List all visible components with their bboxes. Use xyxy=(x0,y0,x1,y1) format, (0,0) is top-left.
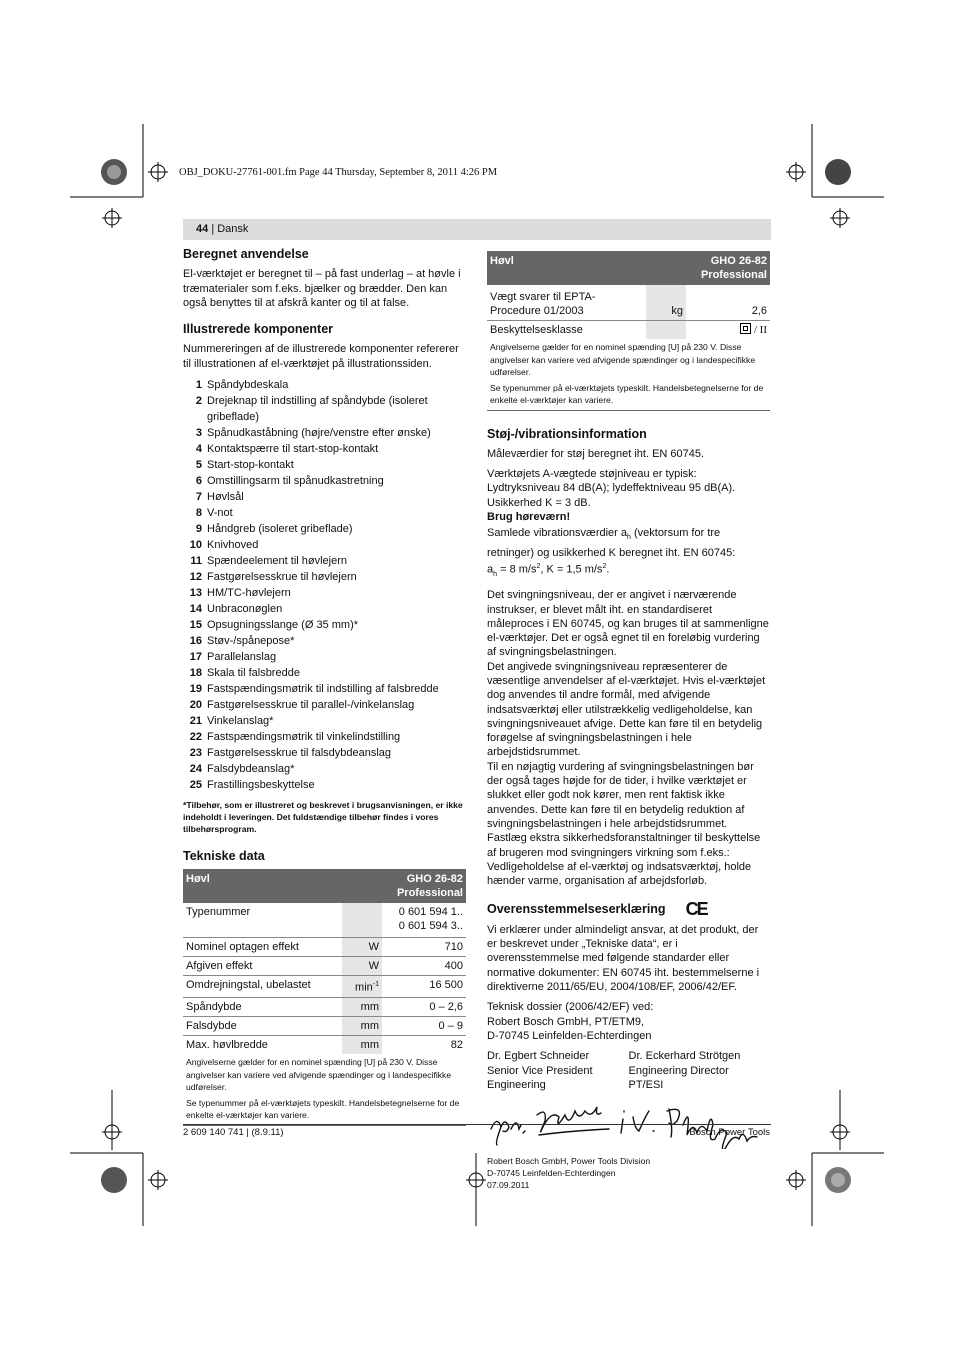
item-number: 13 xyxy=(189,587,202,600)
item-number: 7 xyxy=(195,491,202,504)
table-note: Angivelserne gælder for en nominel spænding [U] på 230 V. Disse angivelser kan variere ved afvigende spændinger og i landespecifikke udførelser. Se typenummer på el-værktøjets typeskilt. Handelsbetegnelserne for de enkelte el-værktøjer kan variere. xyxy=(487,339,770,410)
table-header-model: GHO 26-82 Professional xyxy=(382,869,466,903)
list-item xyxy=(183,537,466,553)
row-unit: kg xyxy=(646,285,686,321)
list-item xyxy=(183,761,466,777)
list-item xyxy=(183,377,466,393)
signatories xyxy=(487,1049,770,1093)
item-number: 4 xyxy=(195,443,202,456)
vibration-text-4: Fastlæg ekstra sikkerhedsforanstaltninger til beskyttelse af brugeren mod svingningers virkning som f.eks.: Vedligeholdelse af el-værktøj og indsatsværktøj, holde hænder varme, organisation af arbejdsforløb. xyxy=(487,832,761,888)
footer-brand: Bosch Power Tools xyxy=(689,1127,770,1138)
item-number: 3 xyxy=(195,427,202,440)
signatory-1: Dr. Egbert Schneider Senior Vice President Engineering xyxy=(487,1050,593,1092)
item-label: Spændeelement til høvlejern xyxy=(207,555,348,568)
row-unit: mm xyxy=(342,1036,382,1055)
row-label: Vægt svarer til EPTA-Procedure 01/2003 xyxy=(487,285,646,321)
item-number: 14 xyxy=(189,603,202,616)
vibration-values: Samlede vibrationsværdier $a_h$ (vektorsum for tre retninger) og usikkerhed K beregnet iht. EN 60745: $a_h = 8$ $m/s^2$, K = 1,5 $m/s^2$. xyxy=(487,527,736,578)
list-item xyxy=(183,697,466,713)
list-item xyxy=(183,649,466,665)
components-intro: Nummereringen af de illustrerede komponenter refererer til illustrationen af el-værktøjet på illustrationssiden. xyxy=(183,343,459,370)
list-item xyxy=(183,729,466,745)
table-row xyxy=(183,1017,466,1036)
section-title-noise-vibration: Støj-/vibrationsinformation xyxy=(487,426,647,441)
row-label: Omdrejningstal, ubelastet xyxy=(183,976,342,998)
table-note: Angivelserne gælder for en nominel spænding [U] på 230 V. Disse angivelser kan variere ved afvigende spændinger og i landespecifikke udførelser. Se typenummer på el-værktøjets typeskilt. Handelsbetegnelserne for de enkelte el-værktøjer kan variere. xyxy=(183,1054,466,1125)
technical-data-table xyxy=(183,869,466,1125)
list-item xyxy=(183,617,466,633)
item-label: Opsugningsslange (Ø 35 mm)* xyxy=(207,619,359,632)
row-unit: mm xyxy=(342,998,382,1017)
item-label: Skala til falsbredde xyxy=(207,667,300,680)
protection-class-icon xyxy=(740,323,751,334)
item-number: 12 xyxy=(189,571,202,584)
item-label: Spånudkaståbning (højre/venstre efter ønske) xyxy=(207,427,431,440)
section-title-components: Illustrerede komponenter xyxy=(183,322,334,337)
item-number: 23 xyxy=(189,747,202,760)
item-number: 22 xyxy=(189,731,202,744)
vibration-text-1: Det svingningsniveau, der er angivet i nærværende instrukser, er blevet målt iht. en standardiseret måleproces i EN 60745, og kan bruges til at sammenligne el-værktøjer. Det er også egnet til en foreløbig vurdering af svingningsbelastningen. xyxy=(487,589,769,659)
row-value: 16 500 xyxy=(382,976,466,998)
item-label: Omstillingsarm til spånudkastretning xyxy=(207,475,384,488)
item-label: Vinkelanslag* xyxy=(207,715,274,728)
left-column xyxy=(183,247,466,1126)
item-label: Frastillingsbeskyttelse xyxy=(207,779,315,792)
company-address: Robert Bosch GmbH, Power Tools Division D-70745 Leinfelden-Echterdingen 07.09.2011 xyxy=(487,1155,651,1190)
row-unit: W xyxy=(342,938,382,957)
table-row xyxy=(183,903,466,938)
noise-text-2: Værktøjets A-vægtede støjniveau er typisk: Lydtryksniveau 84 dB(A); lydeffektniveau 95 dB(A). Usikkerhed K = 3 dB. xyxy=(487,468,736,509)
item-label: Unbraconøglen xyxy=(207,603,283,616)
row-value: 2,6 xyxy=(686,285,770,321)
item-label: Fastgørelsesskrue til høvlejern xyxy=(207,571,357,584)
ce-mark-icon: CE xyxy=(685,899,707,920)
table-header-model: GHO 26-82 Professional xyxy=(686,251,770,285)
vibration-text-2: Det angivede svingningsniveau repræsenterer de væsentlige anvendelser af el-værktøjet. Hvis el-værktøjet dog anvendes til andre formål, med afvigende indsatsværktøj eller utilstrækkelig vedligeholdelse, kan svingningsniveauet afvige. Dette kan føre til en betydelig forøgelse af svingningsbelastningen i hele arbejdstidsrummet. xyxy=(487,660,766,759)
list-item xyxy=(183,601,466,617)
item-number: 25 xyxy=(189,779,202,792)
item-number: 20 xyxy=(189,699,202,712)
row-value: 0 – 2,6 xyxy=(382,998,466,1017)
item-label: Fastgørelsesskrue til falsdybdeanslag xyxy=(207,747,392,760)
table-header-tool: Høvl xyxy=(487,251,646,285)
item-label: Fastspændingsmøtrik til vinkelindstilling xyxy=(207,731,401,744)
row-label: Typenummer xyxy=(183,903,342,938)
table-row xyxy=(487,321,770,340)
list-item xyxy=(183,777,466,793)
list-item xyxy=(183,457,466,473)
row-value: 400 xyxy=(382,957,466,976)
item-number: 15 xyxy=(189,619,202,632)
item-label: Drejeknap til indstilling af spåndybde (isoleret gribeflade) xyxy=(207,395,428,424)
intended-use-text: El-værktøjet er beregnet til – på fast underlag – at høvle i træmaterialer som f.eks. bjælker og brædder. Den kan også benyttes til at afskrå kanter og til at false. xyxy=(183,268,461,309)
item-label: Støv-/spånepose* xyxy=(207,635,295,648)
item-label: Fastspændingsmøtrik til indstilling af falsbredde xyxy=(207,683,439,696)
vibration-text-3: Til en nøjagtig vurdering af svingningsbelastningen bør der også tages højde for de tider, i hvilke værktøjet er slukket eller godt nok kører, men rent faktisk ikke anvendes. Dette kan føre til en betydelig reduktion af svingningsbelastningen i hele arbejdstidsrummet. xyxy=(487,760,754,830)
signatory-2: Dr. Eckerhard Strötgen Engineering Director PT/ESI xyxy=(628,1050,741,1092)
item-number: 8 xyxy=(195,507,202,520)
row-label: Falsdybde xyxy=(183,1017,342,1036)
section-title-technical-data: Tekniske data xyxy=(183,849,265,864)
row-unit: W xyxy=(342,957,382,976)
page-header xyxy=(196,223,248,235)
list-item xyxy=(183,505,466,521)
item-number: 2 xyxy=(195,395,202,408)
header-separator: | xyxy=(211,223,215,235)
row-value: 710 xyxy=(382,938,466,957)
item-number: 19 xyxy=(189,683,202,696)
item-label: Falsdybdeanslag* xyxy=(207,763,295,776)
row-value: 82 xyxy=(450,1039,463,1052)
item-label: Spåndybdeskala xyxy=(207,379,289,392)
table-header-tool: Høvl xyxy=(183,869,342,903)
section-title-intended-use: Beregnet anvendelse xyxy=(183,247,309,261)
item-label: Fastgørelsesskrue til parallel-/vinkelanslag xyxy=(207,699,415,712)
row-unit: mm xyxy=(342,1017,382,1036)
list-item xyxy=(183,441,466,457)
page-number: 44 xyxy=(196,223,209,235)
item-number: 21 xyxy=(189,715,202,728)
table-row xyxy=(183,938,466,957)
list-item xyxy=(183,473,466,489)
list-item xyxy=(183,489,466,505)
footer-rule xyxy=(183,1124,771,1125)
row-value: / II xyxy=(686,321,770,340)
item-label: Kontaktspærre til start-stop-kontakt xyxy=(207,443,379,456)
row-label: Nominel optagen effekt xyxy=(183,938,342,957)
item-label: V-not xyxy=(207,507,233,520)
table-row xyxy=(183,1036,466,1055)
technical-file: Teknisk dossier (2006/42/EF) ved: Robert Bosch GmbH, PT/ETM9, D-70745 Leinfelden-Echterdingen xyxy=(487,1001,654,1042)
list-item xyxy=(183,553,466,569)
row-label: Spåndybde xyxy=(183,998,342,1017)
header-language: Dansk xyxy=(217,223,249,235)
item-label: HM/TC-høvlejern xyxy=(207,587,291,600)
list-item xyxy=(183,633,466,649)
item-number: 6 xyxy=(195,475,202,488)
list-item xyxy=(183,745,466,761)
technical-data-table-continued xyxy=(487,251,770,411)
components-list xyxy=(183,377,466,793)
list-item xyxy=(183,713,466,729)
list-item xyxy=(183,393,466,425)
row-label: Beskyttelsesklasse xyxy=(490,324,583,336)
file-slug: OBJ_DOKU-27761-001.fm Page 44 Thursday, September 8, 2011 4:26 PM xyxy=(179,167,498,178)
list-item xyxy=(183,665,466,681)
item-number: 16 xyxy=(189,635,202,648)
item-label: Håndgreb (isoleret gribeflade) xyxy=(207,523,353,536)
accessory-note: *Tilbehør, som er illustreret og beskrevet i brugsanvisningen, er ikke indeholdt i leveringen. Det fuldstændige tilbehør findes i vores tilbehørsprogram. xyxy=(183,800,463,835)
right-column xyxy=(487,251,770,1191)
row-unit: $\min^{-1}$ xyxy=(342,976,382,998)
table-row xyxy=(183,976,466,998)
row-value: 0 601 594 1.. 0 601 594 3.. xyxy=(382,903,466,938)
item-number: 5 xyxy=(195,459,202,472)
header-bar xyxy=(183,219,771,240)
row-label: Max. høvlbredde xyxy=(186,1039,268,1052)
item-label: Parallelanslag xyxy=(207,651,277,664)
item-number: 24 xyxy=(189,763,202,776)
table-row xyxy=(183,998,466,1017)
list-item xyxy=(183,681,466,697)
list-item xyxy=(183,585,466,601)
row-label: Afgiven effekt xyxy=(183,957,342,976)
item-label: Knivhoved xyxy=(207,539,259,552)
item-number: 18 xyxy=(189,667,202,680)
table-row xyxy=(487,285,770,321)
item-number: 1 xyxy=(195,379,202,392)
list-item xyxy=(183,569,466,585)
list-item xyxy=(183,425,466,441)
row-value: 0 – 9 xyxy=(382,1017,466,1036)
item-label: Høvlsål xyxy=(207,491,244,504)
conformity-text: Vi erklærer under almindeligt ansvar, at det produkt, der er beskrevet under „Tekniske data“, er i overensstemmelse med følgende standarder eller normative dokumenter: EN 60745 iht. bestemmelserne i direktiverne 2011/65/EU, 2004/108/EF, 2006/42/EF. xyxy=(487,923,760,993)
item-number: 11 xyxy=(190,555,202,568)
item-number: 17 xyxy=(189,651,202,664)
list-item xyxy=(183,521,466,537)
footer-doc-number: 2 609 140 741 | (8.9.11) xyxy=(183,1127,284,1138)
item-label: Start-stop-kontakt xyxy=(207,459,294,472)
table-row xyxy=(183,957,466,976)
noise-text-1: Måleværdier for støj beregnet iht. EN 60745. xyxy=(487,447,705,460)
item-number: 9 xyxy=(195,523,202,536)
section-title-conformity: Overensstemmelseserklæring CE xyxy=(487,899,707,920)
item-number: 10 xyxy=(189,539,202,552)
hearing-protection-warning: Brug høreværn! xyxy=(487,510,571,523)
